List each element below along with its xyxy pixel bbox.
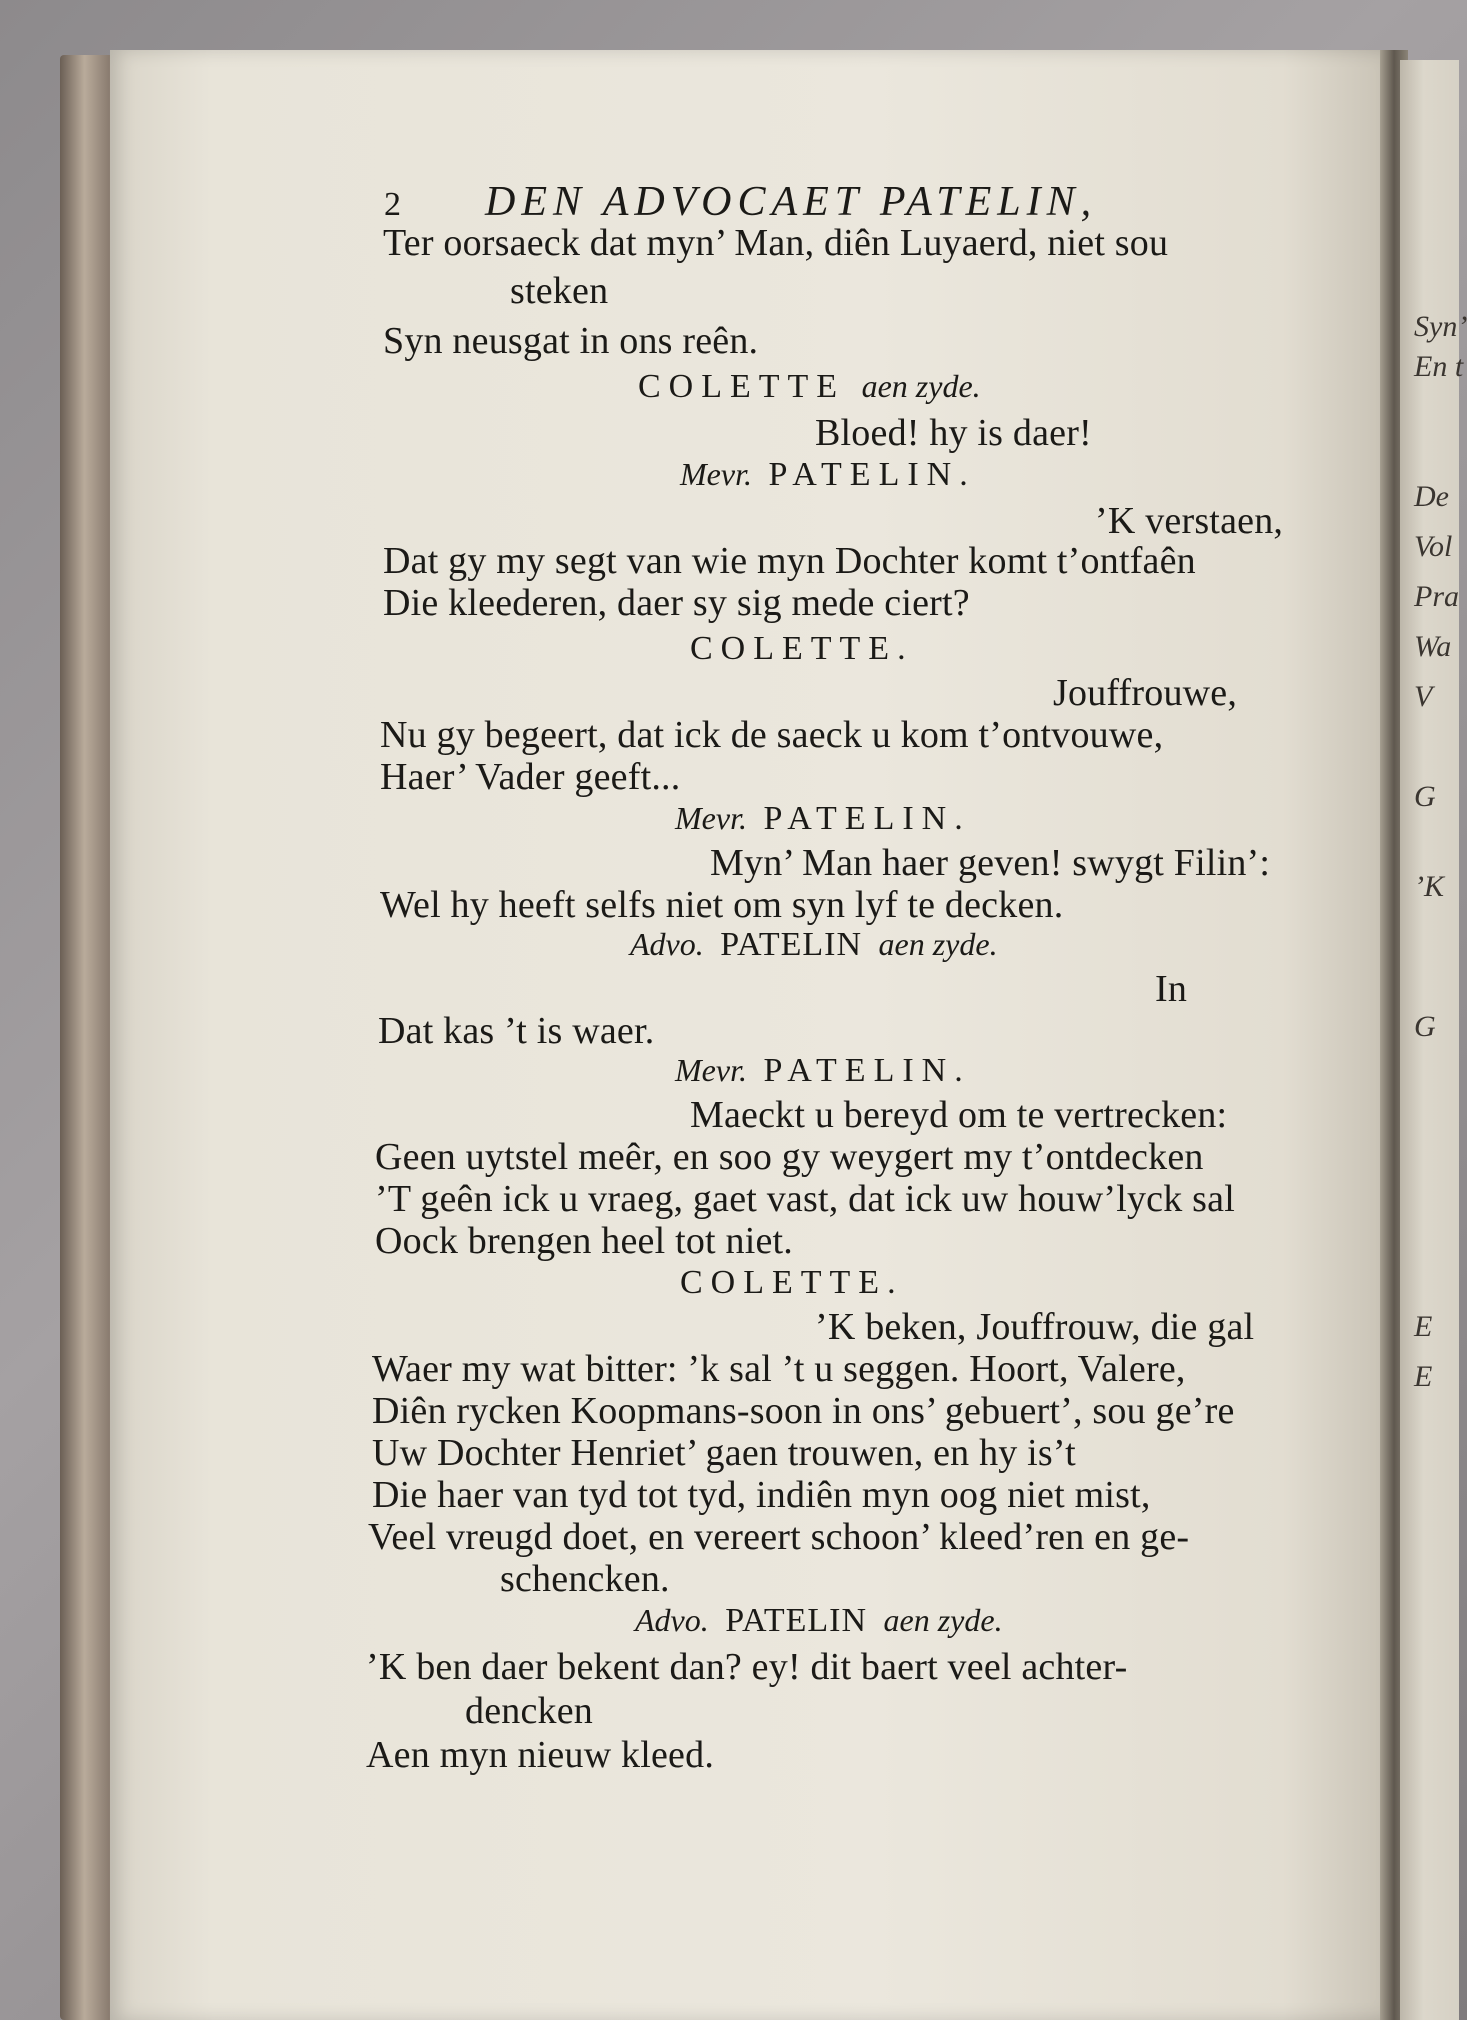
verse-line: Bloed! hy is daer! (815, 412, 1092, 454)
facing-fragment: G (1414, 780, 1436, 813)
verse-line: ’T geên ick u vraeg, gaet vast, dat ick uw houw’lyck sal (375, 1178, 1235, 1220)
facing-fragment: Wa (1414, 630, 1452, 663)
running-head: DEN ADVOCAET PATELIN, (485, 179, 1098, 225)
facing-fragment: En t (1414, 350, 1464, 383)
verse-line: Haer’ Vader geeft... (380, 756, 681, 798)
facing-fragment: G (1414, 1010, 1436, 1043)
speaker-heading: Advo. PATELIN aen zyde. (635, 1602, 1003, 1639)
verse-line: Dat gy my segt van wie myn Dochter komt t’ontfaên (383, 540, 1196, 582)
verse-line: Waer my wat bitter: ’k sal ’t u seggen. Hoort, Valere, (372, 1348, 1186, 1390)
facing-fragment: De (1414, 480, 1449, 513)
verse-line: ’K beken, Jouffrouw, die gal (815, 1306, 1255, 1348)
speaker-heading: COLETTE aen zyde. (638, 368, 981, 405)
speaker-heading: Mevr. PATELIN. (680, 456, 976, 493)
verse-line: Maeckt u bereyd om te vertrecken: (690, 1094, 1228, 1136)
verse-line: Die kleederen, daer sy sig mede ciert? (383, 582, 970, 624)
facing-fragment: E (1414, 1310, 1433, 1343)
verse-line: Ter oorsaeck dat myn’ Man, diên Luyaerd, niet sou (383, 222, 1169, 264)
verse-line: Oock brengen heel tot niet. (375, 1220, 793, 1262)
facing-fragment: Vol (1414, 530, 1453, 563)
verse-line: Uw Dochter Henriet’ gaen trouwen, en hy is’t (372, 1432, 1076, 1474)
speaker-heading: COLETTE. (690, 630, 914, 667)
facing-fragment: E (1414, 1360, 1433, 1393)
verse-line: Die haer van tyd tot tyd, indiên myn oog niet mist, (372, 1474, 1151, 1516)
speaker-heading: Mevr. PATELIN. (675, 800, 971, 837)
verse-line: Wel hy heeft selfs niet om syn lyf te decken. (380, 884, 1064, 926)
verse-line: Dat kas ’t is waer. (378, 1010, 655, 1052)
facing-fragment: ’K (1414, 870, 1444, 903)
speaker-heading: Mevr. PATELIN. (675, 1052, 971, 1089)
facing-fragment: V (1414, 680, 1433, 713)
verse-line: Nu gy begeert, dat ick de saeck u kom t’ontvouwe, (380, 714, 1164, 756)
verse-line: ’K ben daer bekent dan? ey! dit baert veel achter- (366, 1646, 1128, 1688)
verse-line: Aen myn nieuw kleed. (366, 1734, 715, 1776)
facing-fragment: Pra (1414, 580, 1459, 613)
facing-fragment: Syn’ (1414, 310, 1467, 343)
speaker-heading: COLETTE. (680, 1264, 904, 1301)
verse-line: Jouffrouwe, (1053, 672, 1238, 714)
verse-line: schencken. (500, 1558, 670, 1600)
verse-line: Geen uytstel meêr, en soo gy weygert my t’ontdecken (375, 1136, 1204, 1178)
speaker-heading: Advo. PATELIN aen zyde. (630, 926, 998, 963)
verse-line: dencken (465, 1690, 593, 1732)
verse-line: Myn’ Man haer geven! swygt Filin’: (710, 842, 1271, 884)
verse-line: ’K verstaen, (1095, 500, 1284, 542)
verse-line: In (1155, 968, 1188, 1010)
verse-line: steken (510, 270, 609, 312)
page-number: 2 (384, 186, 401, 223)
verse-line: Veel vreugd doet, en vereert schoon’ kleed’ren en ge- (368, 1516, 1190, 1558)
verse-line: Syn neusgat in ons reên. (383, 320, 759, 362)
verse-line: Diên rycken Koopmans-soon in ons’ gebuert’, sou ge’re (372, 1390, 1235, 1432)
